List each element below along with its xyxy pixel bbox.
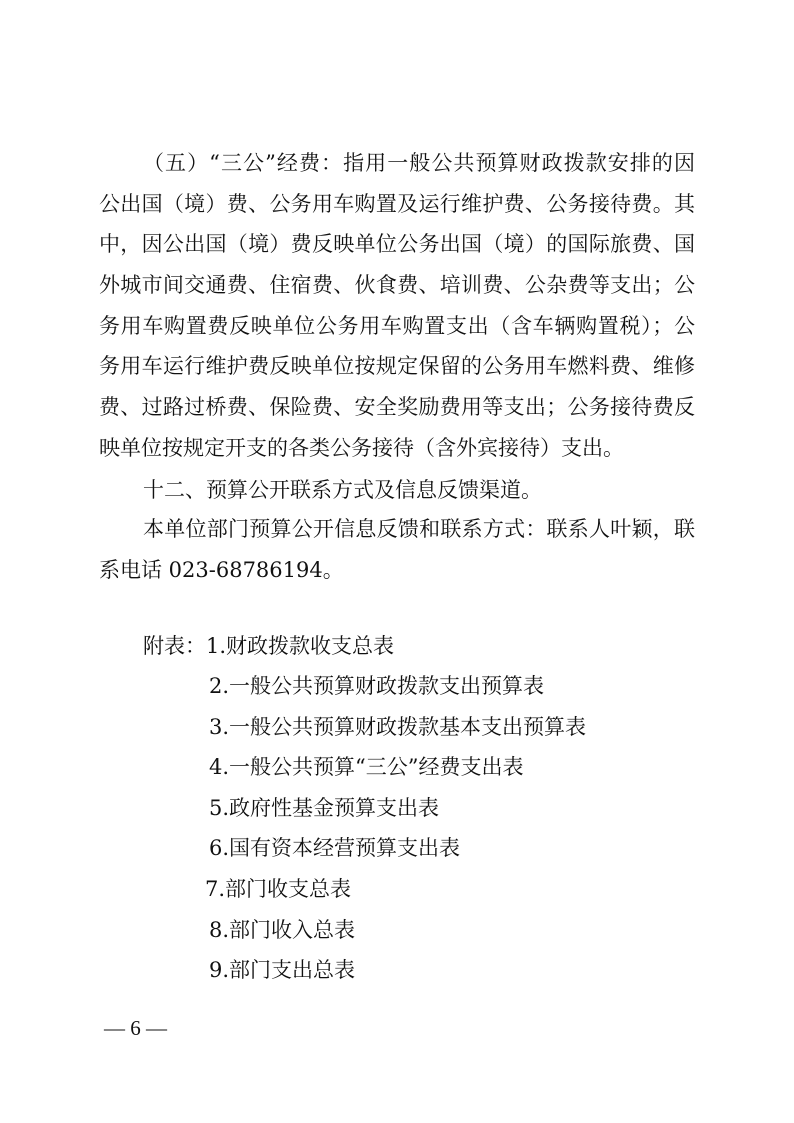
- paragraph-line: 中，因公出国（境）费反映单位公务出国（境）的国际旅费、国: [99, 232, 695, 257]
- paragraph-line: 费、过路过桥费、保险费、安全奖励费用等支出；公务接待费反: [99, 395, 695, 420]
- paragraph-line: （五）“三公”经费：指用一般公共预算财政拨款安排的因: [143, 151, 695, 175]
- paragraph-line: 务用车购置费反映单位公务用车购置支出（含车辆购置税）；公: [99, 313, 695, 338]
- paragraph-line: 务用车运行维护费反映单位按规定保留的公务用车燃料费、维修: [99, 354, 695, 379]
- section-twelve-heading: 十二、预算公开联系方式及信息反馈渠道。: [143, 478, 542, 502]
- attachment-item: 8.部门收入总表: [209, 917, 356, 942]
- paragraph-three-public-expenses: [99, 143, 695, 469]
- contact-line: 系电话 023-68786194。: [99, 557, 344, 582]
- attachment-item: 2.一般公共预算财政拨款支出预算表: [209, 674, 545, 698]
- attachment-item: 7.部门收支总表: [205, 876, 352, 901]
- attachment-item: 5.政府性基金预算支出表: [209, 795, 440, 820]
- contact-paragraph: [99, 509, 695, 590]
- paragraph-line: 映单位按规定开支的各类公务接待（含外宾接待）支出。: [99, 435, 624, 460]
- contact-line: 本单位部门预算公开信息反馈和联系方式：联系人叶颖，联: [143, 517, 695, 541]
- paragraph-line: 外城市间交通费、住宿费、伙食费、培训费、公杂费等支出；公: [99, 273, 695, 298]
- attachment-item: 9.部门支出总表: [209, 958, 356, 983]
- attachments-label: [143, 626, 394, 666]
- attachment-item: 1.财政拨款收支总表: [206, 634, 395, 658]
- attachments-list: [205, 666, 629, 991]
- paragraph-line: 公出国（境）费、公务用车购置及运行维护费、公务接待费。其: [99, 191, 695, 216]
- attachments-label-text: 附表：: [143, 634, 206, 658]
- page-number: — 6 —: [104, 1016, 167, 1040]
- attachment-item: 3.一般公共预算财政拨款基本支出预算表: [209, 714, 587, 739]
- attachment-item: 6.国有资本经营预算支出表: [209, 836, 461, 861]
- attachment-item: 4.一般公共预算“三公”经费支出表: [209, 755, 524, 780]
